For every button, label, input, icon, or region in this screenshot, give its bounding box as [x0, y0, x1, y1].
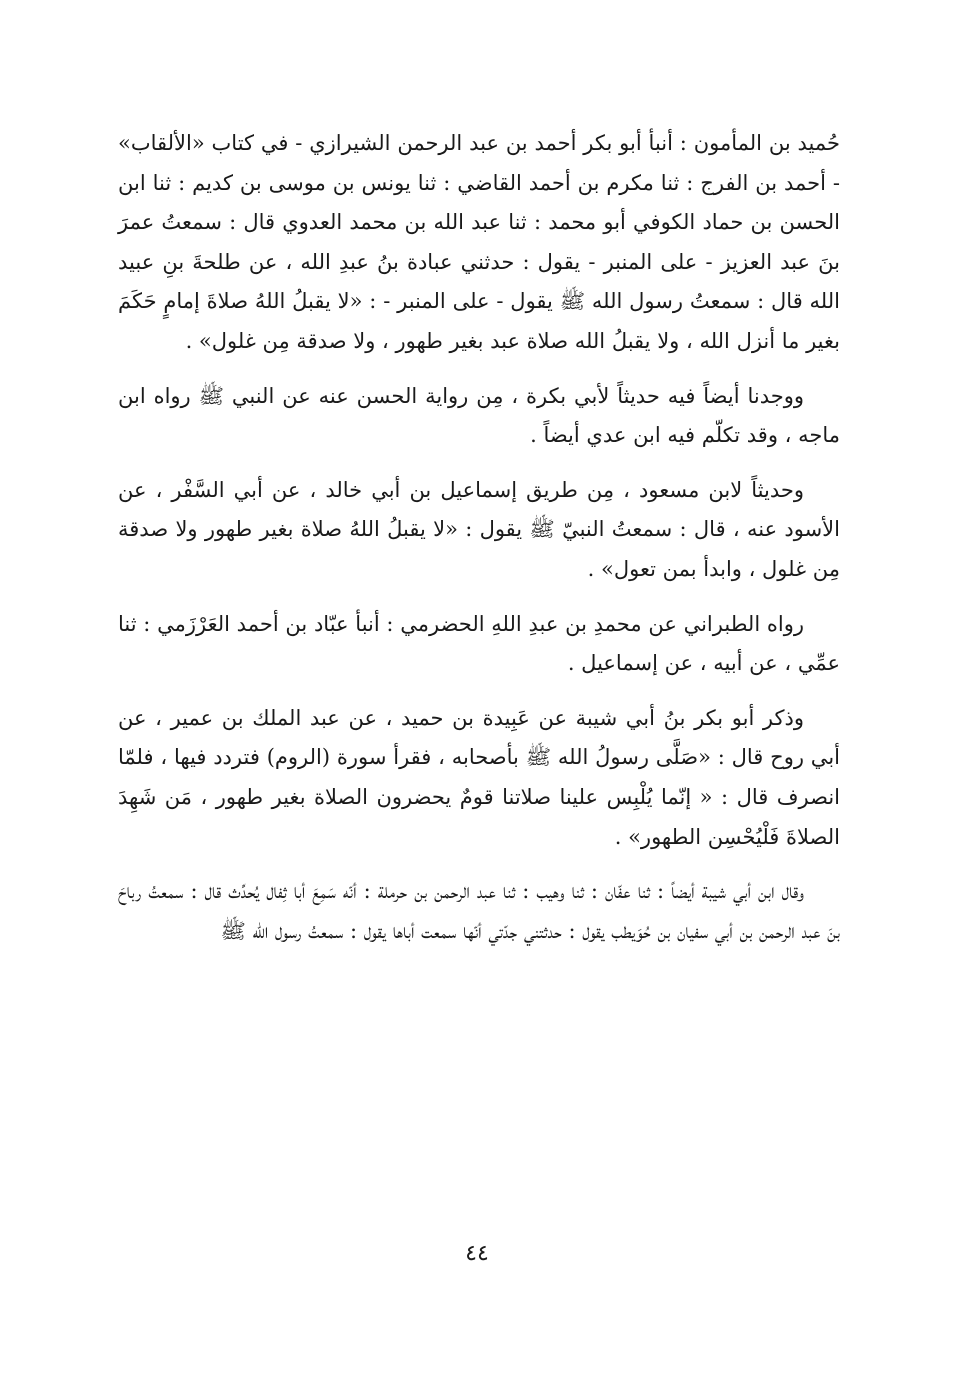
paragraph-4: رواه الطبراني عن محمدِ بن عبدِ اللهِ الحضرمي : أنبأ عبّاد بن أحمد العَرْزَمي : ثنا عمِّي ، عن أبيه ، عن إسماعيل .	[118, 611, 840, 676]
paragraph-2: ووجدنا أيضاً فيه حديثاً لأبي بكرة ، مِن رواية الحسن عنه عن النبي ﷺ رواه ابن ماجه ، وقد تكلّم فيه ابن عدي أيضاً .	[118, 383, 840, 448]
paragraph-1: حُميد بن المأمون : أنبأ أبو بكر أحمد بن عبد الرحمن الشيرازي - في كتاب «الألقاب» - أحمد بن الفرج : ثنا مكرم بن أحمد القاضي : ثنا يونس بن موسى بن كديم : ثنا ابن الحسن بن حماد الكوفي أبو محمد : ثنا عبد الله بن محمد العدوي قال : سمعتُ عمرَ بنَ عبد العزيز - على المنبر - يقول : حدثني عبادة بنُ عبدِ الله ، عن طلحةَ بنِ عبيد الله قال : سمعتُ رسول الله ﷺ يقول - على المنبر - : «لا يقبلُ اللهُ صلاةَ إمامٍ حَكَمَ بغير ما أنزل الله ، ولا يقبلُ الله صلاة عبد بغير طهور ، ولا صدقة مِن غلول» .	[118, 131, 840, 353]
page-body	[118, 124, 840, 966]
paragraph-3: وحديثاً لابن مسعود ، مِن طريق إسماعيل بن أبي خالد ، عن أبي السَّفْر ، عن الأسود عنه ، قال : سمعتُ النبيّ ﷺ يقول : «لا يقبلُ اللهُ صلاة بغير طهور ولا صدقة مِن غلول ، وابدأ بمن تعول» .	[118, 477, 840, 581]
page-number: ٤٤	[465, 1241, 489, 1266]
paragraph-6: وقال ابن أبي شيبة أيضاً : ثنا عفّان : ثنا وهيب : ثنا عبد الرحمن بن حرملة : أنّه سَمِعَ أبا ثِفال يُحدِّث قال : سمعتُ رباحَ بنَ عبد الرحمن بن أبي سفيان بن حُوَيطب يقول : حدثتني جدّتي أنّها سمعت أباها يقول : سمعتُ رسول الله ﷺ	[118, 879, 840, 943]
paragraph-5: وذكر أبو بكر بنُ أبي شيبة عن عَبِيدة بن حميد ، عن عبد الملك بن عمير ، عن أبي روح قال : «صَلَّى رسولُ الله ﷺ بأصحابه ، فقرأ سورة (الروم) فتردد فيها ، فلمّا انصرف قال : « إنّما يُلْبِس علينا صلاتنا قومٌ يحضرون الصلاة بغير طهور ، مَن شَهِدَ الصلاةَ فَلْيُحْسِن الطهور» .	[118, 705, 840, 849]
